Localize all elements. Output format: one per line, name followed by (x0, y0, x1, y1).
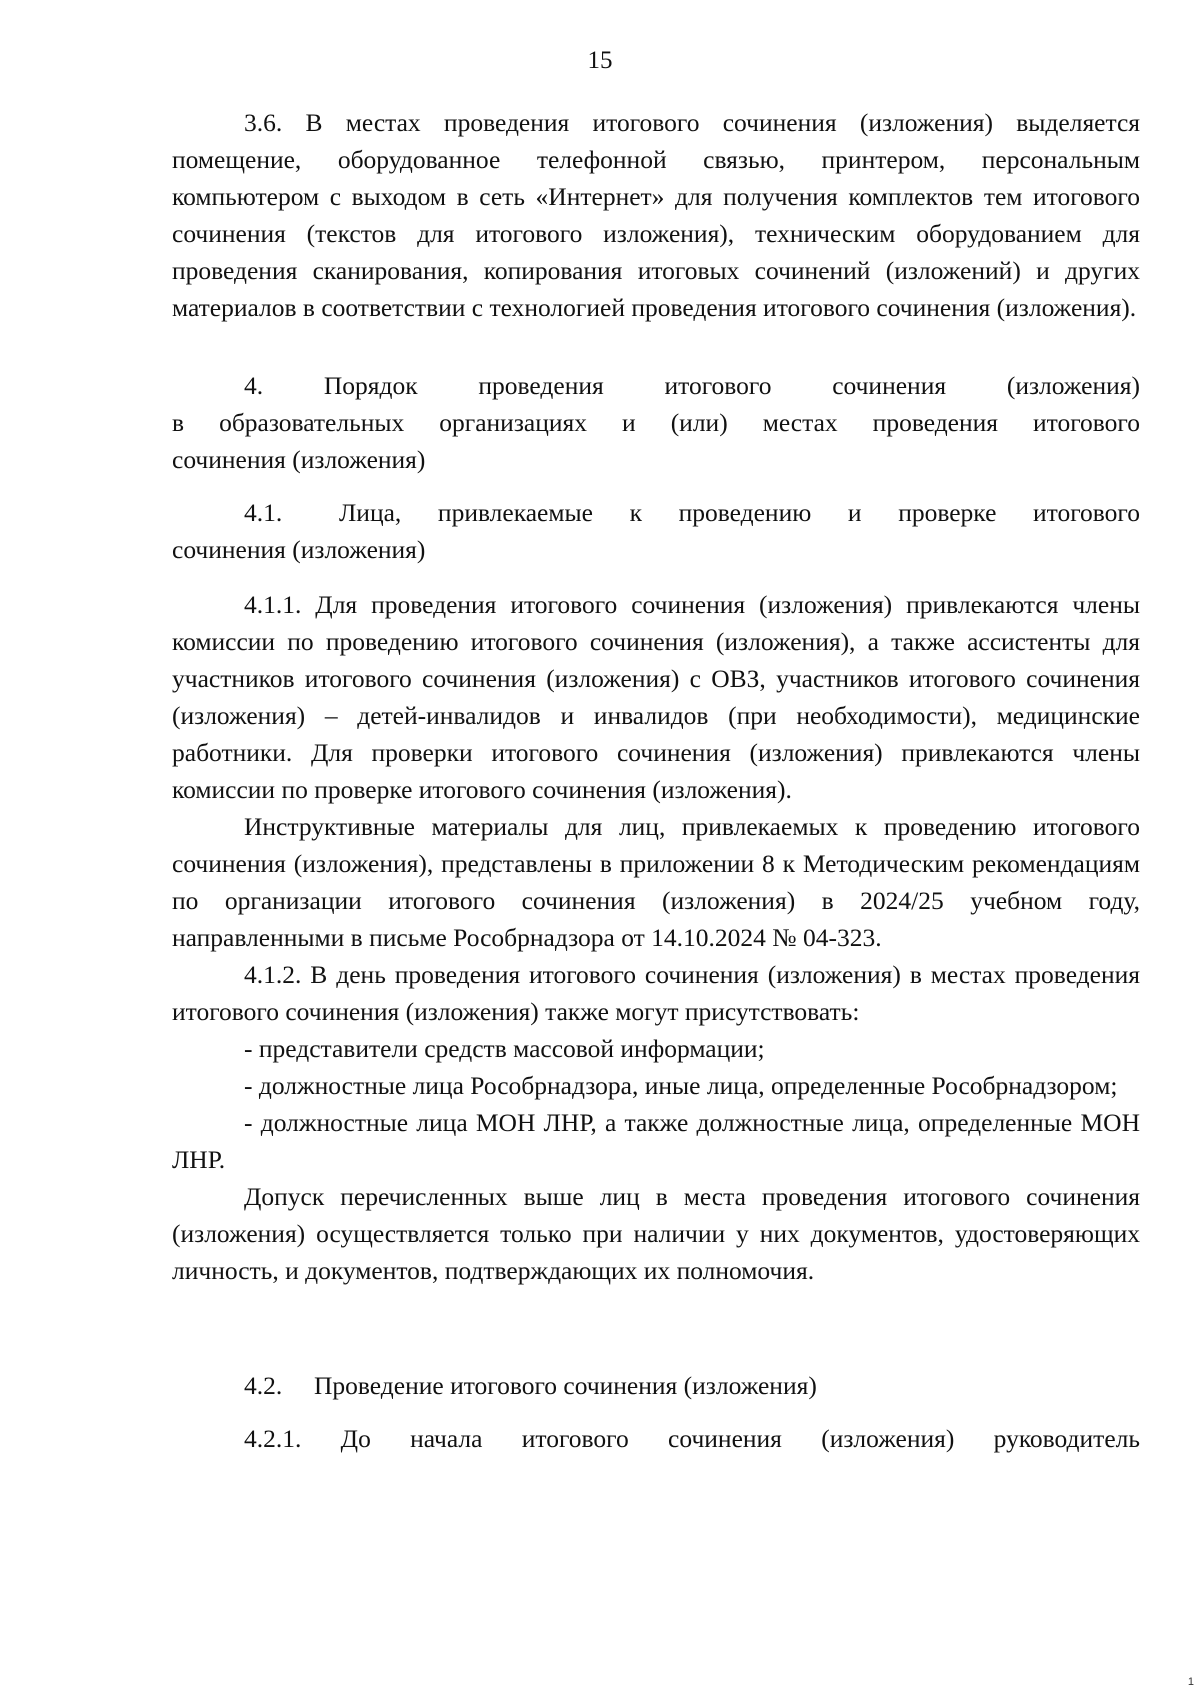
section-3-6-paragraph: 3.6. В местах проведения итогового сочинения (изложения) выделяется помещение, оборудованное телефонной связью, принтером, персональным компьютером с выходом в сеть «Интернет» для получения комплектов тем итогового сочинения (текстов для итогового изложения), техническим оборудованием для проведения сканирования, копирования итоговых сочинений (изложений) и других материалов в соответствии с технологией проведения итогового сочинения (изложения). (172, 108, 1140, 322)
section-4-1-2-admission: Допуск перечисленных выше лиц в места проведения итогового сочинения (изложения) осуществляется только при наличии у них документов, удостоверяющих личность, и документов, подтверждающих их полномочия. (172, 1182, 1140, 1285)
section-3-6 (172, 104, 1140, 326)
section-4-number: 4. (244, 371, 264, 400)
section-4-1-1-paragraph: 4.1.1. Для проведения итогового сочинения (изложения) привлекаются члены комиссии по проведению итогового сочинения (изложения), а также ассистенты для участников итогового сочинения (изложения) с ОВЗ, участников итогового сочинения (изложения) – детей-инвалидов и инвалидов (при необходимости), медицинские работники. Для проверки итогового сочинения (изложения) привлекаются члены комиссии по проверке итогового сочинения (изложения). (172, 590, 1140, 804)
section-4-1-heading (172, 494, 1140, 568)
section-4-2-heading-line (172, 1367, 1140, 1404)
section-4-1-title-line-2: сочинения (изложения) (172, 535, 426, 564)
section-4-1-2-intro: 4.1.2. В день проведения итогового сочинения (изложения) в местах проведения итогового сочинения (изложения) также могут присутствовать: (172, 960, 1140, 1026)
section-4-1-title-line-1: Лица, привлекаемые к проведению и проверке итогового (339, 498, 1140, 527)
section-4-heading-line-2: в образовательных организациях и (или) местах проведения итогового (172, 408, 1140, 437)
section-4-1-2-item-3: - должностные лица МОН ЛНР, а также должностные лица, определенные МОН ЛНР. (172, 1108, 1140, 1174)
section-4-word-1: Порядок (323, 371, 418, 400)
section-4-2-1-paragraph: 4.2.1. До начала итогового сочинения (изложения) руководитель (244, 1424, 1140, 1453)
section-4-2-title: Проведение итогового сочинения (изложения) (314, 1371, 817, 1400)
section-4-2-heading (172, 1367, 1140, 1404)
section-4-word-2: проведения (478, 371, 604, 400)
section-4-word-5: (изложения) (1006, 371, 1140, 400)
section-4-heading-line-1 (172, 367, 1140, 404)
section-4-1-1-instructions: Инструктивные материалы для лиц, привлекаемых к проведению итогового сочинения (изложения), представлены в приложении 8 к Методическим рекомендациям по организации итогового сочинения (изложения) в 2024/25 учебном году, направленными в письме Рособрнадзора от 14.10.2024 № 04-323. (172, 812, 1140, 952)
section-4-heading (172, 367, 1140, 478)
section-4-1-2-item-1: - представители средств массовой информации; (244, 1034, 765, 1063)
section-4-1-2-item-2: - должностные лица Рособрнадзора, иные лица, определенные Рособрнадзором; (244, 1071, 1118, 1100)
section-4-2-number: 4.2. (244, 1371, 283, 1400)
section-4-1-number: 4.1. (244, 498, 283, 527)
section-4-word-3: итогового (664, 371, 772, 400)
page-number: 15 (587, 47, 613, 74)
section-4-1-heading-line-1 (172, 494, 1140, 531)
section-4-1-1 (172, 586, 1140, 1289)
margin-mark: 1 (1187, 1676, 1194, 1688)
section-4-2-1 (172, 1420, 1140, 1457)
section-4-heading-line-3: сочинения (изложения) (172, 445, 426, 474)
section-4-word-4: сочинения (832, 371, 947, 400)
